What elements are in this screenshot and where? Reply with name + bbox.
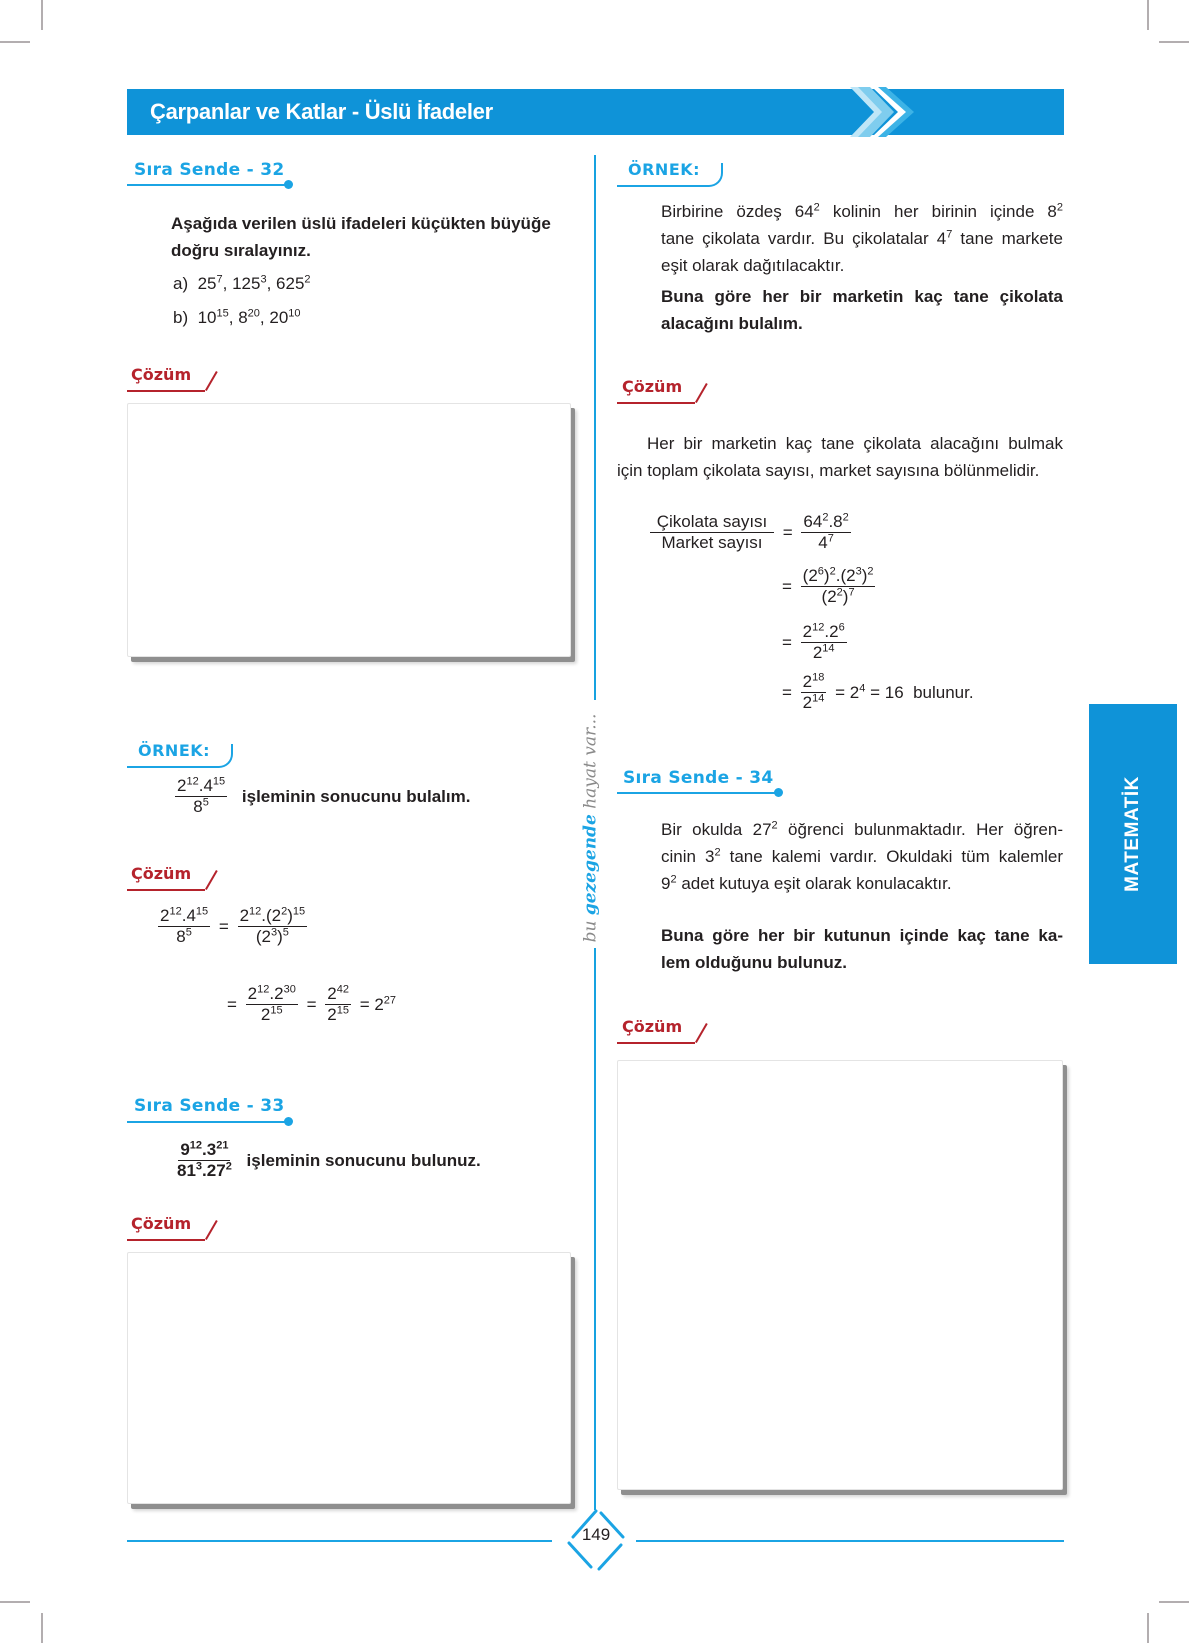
ratio-step-3: = $\frac{2^{12}.2^6}{2^{14}}$	[782, 621, 845, 662]
footer-rule	[127, 1540, 552, 1542]
solution-slash	[205, 870, 218, 890]
crop-mark	[1159, 41, 1189, 43]
solution-underline	[127, 889, 205, 891]
page-title: Çarpanlar ve Katlar - Üslü İfadeler	[150, 99, 493, 124]
crop-mark	[1159, 1601, 1189, 1603]
solution-label: Çözüm	[131, 1214, 192, 1233]
subject-tab-label: MATEMATİK	[1122, 776, 1144, 892]
solution-slash	[205, 371, 218, 391]
solution-slash	[695, 1023, 708, 1043]
answer-box[interactable]	[127, 403, 571, 657]
ratio-step-4: = $\frac{2^{18}}{2^{14}}$ = $2^4 = 16$ bulunur.	[782, 671, 974, 712]
solution-label: Çözüm	[131, 864, 192, 883]
solution-label: Çözüm	[622, 1017, 683, 1036]
solution-underline	[127, 390, 205, 392]
example-expression: $\frac{2^{12}.4^{15}}{8^5}$ işleminin sonucunu bulalım.	[177, 775, 471, 816]
section-dot	[284, 1117, 293, 1126]
section-underline	[127, 184, 287, 186]
page-number: 149	[581, 1525, 611, 1544]
answer-box[interactable]	[127, 1252, 571, 1504]
question-text: Bir okulda $27^2$ öğrenci bulunmaktadır. Her öğren- cinin $3^2$ tane kalemi vardır. Okuldaki tüm kalemler $9^2$ adet kutuya eşit olarak konulacaktır.	[661, 819, 1064, 893]
question-prompt: Buna göre her bir kutunun içinde kaç tane ka- lem olduğunu bulunuz.	[661, 926, 1063, 972]
section-underline	[617, 792, 777, 794]
solution-slash	[205, 1220, 218, 1240]
column-divider	[594, 155, 596, 700]
crop-mark	[0, 41, 30, 43]
solution-step-2: = $\frac{2^{12}.2^{30}}{2^{15}}$ = $\frac{2^{42}}{2^{15}}$ = $2^{27}$	[227, 983, 397, 1024]
solution-label: Çözüm	[622, 377, 683, 396]
section-label-ornek: ÖRNEK:	[138, 741, 211, 760]
section-underline	[127, 1121, 287, 1123]
solution-label: Çözüm	[131, 365, 192, 384]
section-dot	[774, 788, 783, 797]
crop-mark	[41, 0, 43, 30]
crop-mark	[1147, 1613, 1149, 1643]
section-label-sira-33: Sıra Sende - 33	[134, 1096, 285, 1116]
double-chevron-right-icon	[848, 85, 918, 139]
example-text: Birbirine özdeş $64^2$ kolinin her birinin içinde $8^2$ tane çikolata vardır. Bu çikolatalar $4^7$ tane markete eşit olarak dağıtılacaktır.	[661, 201, 1064, 275]
crop-mark	[0, 1601, 30, 1603]
item-b: b) $10^{15}$, $8^{20}$, $20^{10}$	[173, 307, 301, 327]
section-label-sira-34: Sıra Sende - 34	[623, 768, 774, 788]
question-text: Aşağıda verilen üslü ifadeleri küçükten büyüğe doğru sıralayınız.	[171, 214, 551, 260]
solution-underline	[127, 1239, 205, 1241]
footer-rule	[636, 1540, 1064, 1542]
answer-box[interactable]	[617, 1060, 1063, 1490]
crop-mark	[1147, 0, 1149, 30]
section-label-sira-32: Sıra Sende - 32	[134, 160, 285, 180]
ratio-step-2: = $\frac{(2^6)^2.(2^3)^2}{(2^2)^7}$	[782, 565, 874, 606]
section-label-ornek: ÖRNEK:	[628, 160, 701, 179]
column-divider	[594, 948, 596, 1510]
section-underline	[617, 163, 723, 187]
solution-slash	[695, 383, 708, 403]
solution-text: Her bir marketin kaç tane çikolata alacağını bulmak için toplam çikolata sayısı, market sayısına bölünmelidir.	[617, 434, 1063, 480]
section-dot	[284, 180, 293, 189]
item-a: a) $25^7$, $125^3$, $625^2$	[173, 273, 311, 293]
question-expression: $\frac{9^{12}.3^{21}}{81^3.27^2}$ işleminin sonucunu bulunuz.	[177, 1139, 481, 1180]
ratio-step-1: $\frac{\text{Çikolata sayısı}}{\text{Market sayısı}}$ = $\frac{64^2.8^2}{4^7}$	[650, 512, 851, 553]
example-question: Buna göre her bir marketin kaç tane çikolata alacağını bulalım.	[661, 287, 1063, 333]
crop-mark	[41, 1613, 43, 1643]
motto: bu gezegende hayat var...	[580, 713, 601, 943]
section-underline	[127, 744, 233, 768]
solution-underline	[617, 1042, 695, 1044]
solution-step-1: $\frac{2^{12}.4^{15}}{8^5}$ = $\frac{2^{12}.(2^2)^{15}}{(2^3)^5}$	[160, 905, 306, 946]
solution-underline	[617, 402, 695, 404]
